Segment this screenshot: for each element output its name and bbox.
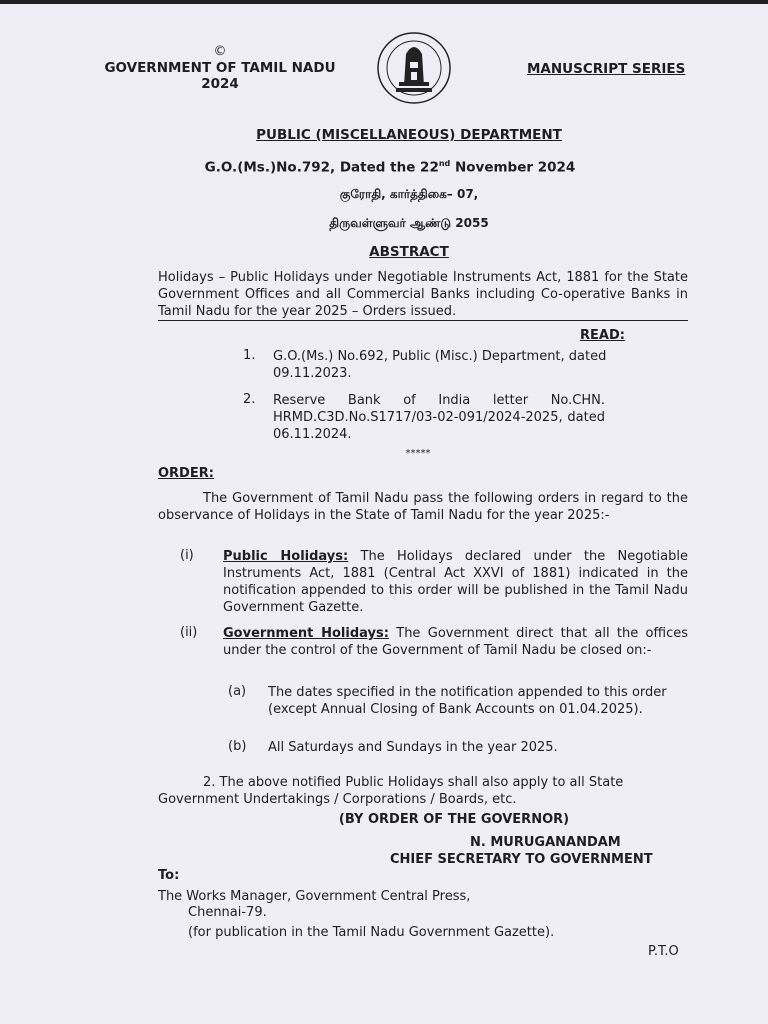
order-item-2-text: The Government direct that all the offices under the control of the Government of Tamil Nadu be closed on:-: [223, 626, 688, 658]
sub-item-a-num: (a): [228, 684, 247, 699]
order-item-1-num: (i): [180, 548, 194, 563]
read-item-2: Reserve Bank of India letter No.CHN. HRMD.C3D.No.S1717/03-02-091/2024-2025, dated 06.11.2024.: [273, 393, 605, 442]
read-heading: READ:: [580, 328, 625, 343]
signatory-title: CHIEF SECRETARY TO GOVERNMENT: [390, 852, 653, 867]
go-number-text: G.O.(Ms.)No.792, Dated the 22: [204, 159, 439, 176]
order-item-1-title: Public Holidays:: [223, 549, 349, 564]
copyright-symbol: ©: [213, 44, 227, 59]
sub-item-b: All Saturdays and Sundays in the year 2025.: [268, 740, 558, 755]
tamil-nadu-emblem: [374, 32, 454, 108]
scan-edge: [0, 0, 768, 4]
read-item-1: G.O.(Ms.) No.692, Public (Misc.) Department, dated 09.11.2023.: [273, 349, 607, 381]
read-item-2-num: 2.: [243, 392, 256, 407]
manuscript-series: MANUSCRIPT SERIES: [527, 61, 686, 77]
to-heading: To:: [158, 868, 180, 883]
tamil-date: குரோதி, கார்த்திகை– 07,: [339, 187, 479, 201]
order-item-1: [223, 548, 688, 616]
paragraph-2: 2. The above notified Public Holidays shall also apply to all State Government Undertakings / Corporations / Boards, etc.: [158, 775, 624, 807]
signatory-name: N. MURUGANANDAM: [470, 835, 621, 850]
sub-item-a: The dates specified in the notification appended to this order (except Annual Closing of Bank Accounts on 01.04.2025).: [268, 685, 667, 717]
government-name: GOVERNMENT OF TAMIL NADU: [104, 60, 336, 76]
abstract-heading: ABSTRACT: [369, 244, 449, 260]
order-item-1-text: The Holidays declared under the Negotiable Instruments Act, 1881 (Central Act XXVI of 1881) indicated in the notification appended to this order will be published in the Tamil Nadu Government Gazette.: [223, 549, 688, 615]
to-line-2: Chennai-79.: [188, 905, 267, 920]
order-intro: The Government of Tamil Nadu pass the following orders in regard to the observance of Holidays in the State of Tamil Nadu for the year 2025:-: [158, 491, 688, 523]
order-item-2: [223, 625, 688, 659]
header-left: [100, 44, 340, 92]
abstract-text: Holidays – Public Holidays under Negotiable Instruments Act, 1881 for the State Government Offices and all Commercial Banks including Co-operative Banks in Tamil Nadu for the year 2025 – Orders issued.: [158, 270, 688, 319]
header-year: 2024: [201, 76, 239, 92]
sub-item-b-num: (b): [228, 739, 247, 754]
department-title: PUBLIC (MISCELLANEOUS) DEPARTMENT: [256, 127, 562, 143]
order-item-2-title: Government Holidays:: [223, 626, 389, 641]
order-heading: ORDER:: [158, 466, 214, 481]
to-line-1: The Works Manager, Government Central Press,: [158, 889, 471, 904]
tamil-year: திருவள்ளுவர் ஆண்டு 2055: [329, 216, 489, 230]
pto: P.T.O: [648, 944, 679, 959]
read-item-1-num: 1.: [243, 348, 256, 363]
go-date-rest: November 2024: [450, 159, 576, 176]
go-date-suffix: nd: [438, 159, 451, 168]
go-number: [0, 159, 768, 176]
to-line-3: (for publication in the Tamil Nadu Government Gazette).: [188, 925, 555, 940]
by-order: (BY ORDER OF THE GOVERNOR): [338, 812, 570, 827]
separator: *****: [405, 448, 431, 459]
order-item-2-num: (ii): [180, 625, 198, 640]
